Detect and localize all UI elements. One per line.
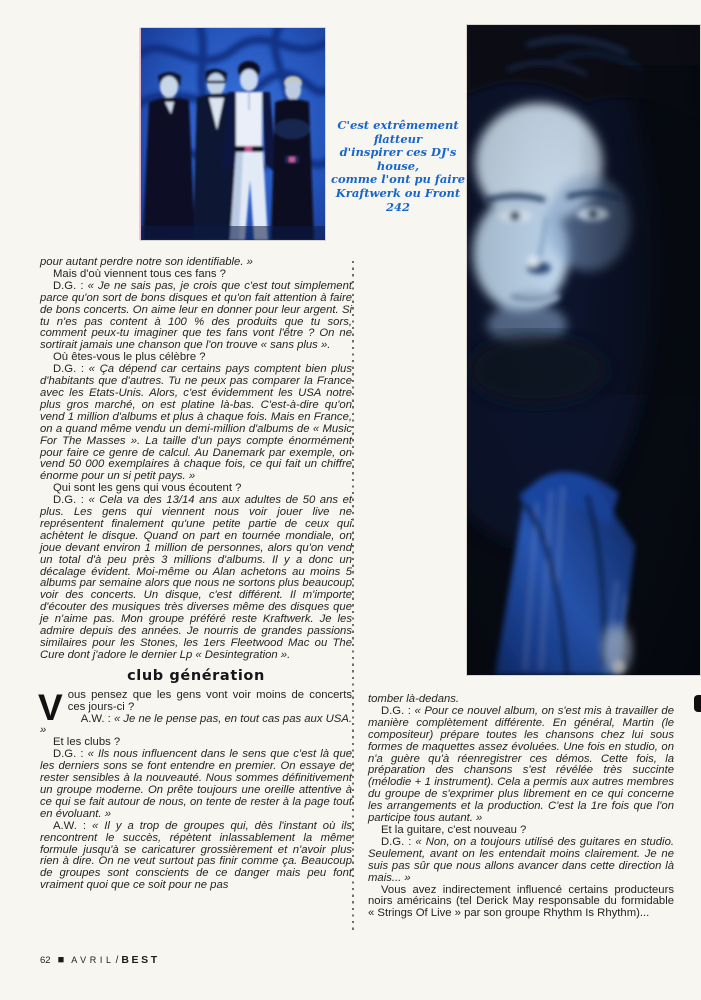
quote-text: « Ça dépend car certains pays comptent bien plus d'habitants que d'autres. Tu ne peux pas comparer la France avec les Etats-Unis. Alors, c'est évidemment les USA notre plus gros marché, on est platine là-bas. C'est-à-dire qu'on vend 1 million d'albums et plus à chaque fois. Mais en France, on a quand même vendu un demi-million d'albums de « Music For The Masses ». La taille d'un pays compte énormément pour faire ce genre de calcul. Au Danemark par exemple, on vend 50 000 exemplaires à chaque fois, ce qui fait un chiffre énorme pour un si petit pays. » — [40, 363, 352, 483]
page-number: 62 — [40, 954, 51, 966]
pull-quote-line: comme l'ont pu faire — [330, 172, 466, 187]
pull-quote-line: d'inspirer ces DJ's house, — [339, 145, 457, 173]
speaker-label: D.G. : — [53, 363, 89, 376]
paragraph-answer — [40, 281, 352, 352]
drop-cap: V — [38, 686, 63, 728]
portrait-photo-illustration — [467, 25, 700, 675]
paragraph-question: Vous avez indirectement influencé certains producteurs noirs américains (tel Derick May responsable du formidable « Strings Of Live » par son groupe Rhythm Is Rhythm)... — [368, 883, 674, 920]
magazine-name-slash: / — [115, 954, 119, 966]
pull-quote-line: C'est extrêmement flatteur — [337, 118, 459, 146]
quote-text: « Ils nous influencent dans le sens que c'est là que les derniers sons se font entendre en premier. On essaye de rester sensibles à la nouveauté. Nous sommes définitivement un groupe moderne. On prête toujours une oreille attentive à ce qui se fait autour de nous, on tente de rester à la page tout en évoluant. » — [40, 748, 353, 820]
speaker-label: D.G. : — [381, 835, 416, 848]
section-heading: club génération — [127, 667, 265, 684]
speaker-label: D.G. : — [381, 704, 415, 717]
paragraph-continuation: pour autant perdre notre son identifiable. » — [40, 256, 253, 268]
paragraph-answer — [40, 821, 352, 892]
pull-quote — [325, 119, 471, 214]
paragraph-answer — [368, 706, 674, 825]
footer-square-icon: ■ — [57, 953, 65, 966]
paragraph-question: Qui sont les gens qui vous écoutent ? — [53, 482, 242, 495]
speaker-label: D.G. : — [53, 279, 88, 292]
band-photo-image — [141, 28, 325, 240]
left-column-bottom — [38, 686, 353, 892]
paragraph-answer — [40, 364, 352, 483]
quote-text: « Non, on a toujours utilisé des guitares en studio. Seulement, avant on les entendait moins clairement. Je ne suis pas sûr que nous allons avancer dans cette direction là mais... » — [368, 835, 674, 884]
pull-quote-line: Kraftwerk ou Front 242 — [335, 185, 461, 214]
portrait-photo-image — [467, 25, 700, 675]
edge-mark — [694, 695, 701, 712]
paragraph-question: Mais d'où viennent tous ces fans ? — [53, 267, 226, 280]
speaker-label: A.W. : — [53, 819, 92, 832]
left-column-top — [40, 257, 352, 662]
paragraph-question: Et les clubs ? — [53, 736, 121, 749]
paragraph-answer — [40, 749, 352, 820]
quote-text: « Il y a trop de groupes qui, dès l'instant où ils rencontrent le succès, répètent inlassablement la même formule jusqu'à se caricaturer grossièrement et n'avoir plus rien à dire. On ne veut surtout pas finir comme ça. Beaucoup de groupes sont conscients de ce danger mais peu font vraiment quoi que ce soit pour ne pas — [40, 819, 352, 892]
column-divider — [352, 261, 354, 931]
paragraph-continuation: tomber là-dedans. — [368, 693, 460, 705]
magazine-name: AVRIL — [71, 955, 115, 965]
quote-text: « Je ne sais pas, je crois que c'est tout simplement parce qu'on sort de bons disques et qu'on fait attention à faire de bons concerts. On aime leur en donner pour leur argent. Si tu n'es pas content à 100 % des produits que tu sors, comment peux-tu imaginer que tes fans vont l'être ? On ne sortirait jamais une chanson que l'on trouve « sans plus ». — [40, 279, 353, 352]
band-photo-illustration — [141, 28, 325, 240]
middle-column — [368, 694, 674, 920]
quote-text: « Cela va des 13/14 ans aux adultes de 50 ans et plus. Les gens qui viennent nous voir jouer live ne représentent finalement qu'une petite partie de ceux qui achètent le disque. Quand on part en tournée mondiale, on joue devant environ 1 million de personnes, alors qu'on vend un total d'à peu près 3 millions d'albums. Il y a donc un décalage évident. Moi-même ou Alan achetons au moins 5 albums par semaine alors que nous ne sortons plus beaucoup voir des concerts. Un disque, c'est différent. Il m'importe d'écouter des musiques très diverses même des disques que je n'aime pas. Mon groupe préféré reste Kraftwerk. Je les admire depuis des années. Je nourris de grandes passions similaires pour les Stones, les 1ers Fleetwood Mac ou The Cure dont j'adore le dernier Lp « Desintegration ». — [40, 494, 352, 661]
paragraph-question: Où êtes-vous le plus célèbre ? — [53, 351, 206, 364]
paragraph-answer — [40, 714, 352, 738]
page-footer — [40, 954, 160, 966]
paragraph-question: Et la guitare, c'est nouveau ? — [381, 823, 527, 836]
quote-text: « Pour ce nouvel album, on s'est mis à travailler de manière complètement différente. En général, Martin (le compositeur) prépare toutes les chansons chez lui sous formes de maquettes assez évoluées. Une fois en studio, on n'a guère qu'à réenregistrer ces démos. Cette fois, la préparation des chansons s'est révélée très succinte (mélodie + 1 instrument). Cela a permis aux autres membres du groupe de s'exprimer plus librement en ce qui concerne les arrangements et la production. C'est la 1re fois que l'on participe tous autant. » — [368, 704, 674, 825]
quote-text: « Je ne le pense pas, en tout cas pas aux USA. » — [40, 712, 352, 737]
magazine-name-bold: BEST — [121, 954, 160, 966]
speaker-label: D.G. : — [53, 494, 89, 507]
paragraph-question: Vous pensez que les gens vont voir moins de concerts ces jours-ci ? — [38, 686, 352, 728]
paragraph-answer — [40, 495, 352, 662]
speaker-label: D.G. : — [53, 748, 88, 761]
left-column — [40, 257, 352, 892]
speaker-label: A.W. : — [80, 712, 114, 725]
paragraph-answer — [368, 837, 674, 885]
